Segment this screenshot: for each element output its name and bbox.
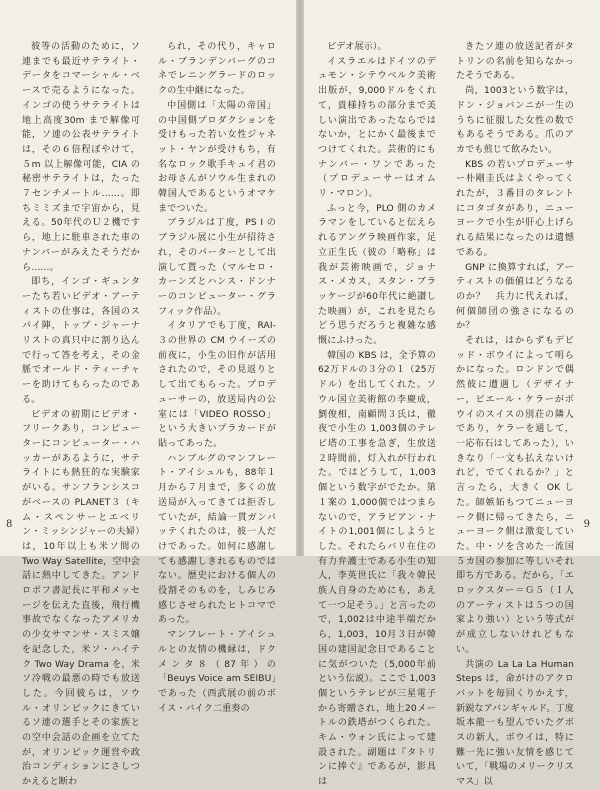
paragraph: それは，はからずもデビッド・ボウイによって明らかになった。ロンドンで偶然彼に遭遇し（デザイナー，ピエール・ケラーがボウイのスイスの別荘の隣人であり，ケラーを通して，一応布石はしてあった），いきなり「一文も払えないけれど，でてくれるか？」と言ったら，大きく OK した。師嫉妬もつてニューヨーク側に帰ってきたら，ニューヨーク側は激変していた。中・ソを含めた一流国５カ国の参加に等しいそれ即ち方である。だから，「エロックスター＝Ｇ５（Ｉ人のアーティストは５つの国家より強い）という等式がが成立しないけれどもない。 (456, 336, 574, 655)
paragraph: きたソ連の放送記者がタトリンの名前を知らなかったそうである。 (456, 42, 574, 82)
page-number: 8 (6, 519, 13, 530)
paragraph: ふっと今，PLO 側のカメラマンをしていると伝えられるアングラ映画作家，足立正生氏（彼の「略称」は我が芸術映画で，ジョナス・メカス，スタン・ブラッケージが60年代に絶讃した映画）が，これを見たらどう思うだろうと複雑な感慨にふけった。 (318, 203, 436, 347)
paragraph: 尚，1003という数字は，ドン・ジョバンニが一生のうちに征服した女性の数でもあるそうである。爪のアカでも煎じて飲みたい。 (456, 86, 574, 155)
paragraph: 共演の La La La Human Steps は，命がけのアクロバットを毎回くりかえす，新鋭なアバンギャルド。丁度坂本龍一も望んでいたグボスの新人，ボウイは，特に難一先に強い友情を感じていて，「戦場のメリークリスマス」以 (456, 659, 574, 788)
paragraph: イスラエルはドイツのデュモン・シテウベルク美術出版が，9,000ドルをくれて，貴様持ちの部分まで美しい演出であったならではないか，とにかく最後までつけてくれた。芸術的にもナンバー・ワンであった（プロデューサーはオムリ・マロン）。 (318, 56, 436, 200)
paragraph: 中国側は「太陽の帝国」の中国側プロダクションを受けもった若い女性ジャネット・ヤンが受けもち，有名なロック歌手キュイ君のお母さんがソウル生まれの韓国人であるというオマケまでついた。 (158, 100, 276, 214)
paragraph: られ，その代り，キャロル・ブランデンバーグのコネでレニングラードのロックの生中継になった。 (158, 42, 276, 97)
paragraph: KBS の若いプロデューサー朴剛圭氏はよくやってくれたが，３番目のタレントにコタゴタがあり，ニューヨークで小生が肝心上げられる結果になったのは遺憾である。 (456, 159, 574, 258)
paragraph: ビデオ展示）。 (327, 42, 387, 52)
right-page-column-1 (318, 40, 436, 788)
paragraph: GNP に換算すれば，アーティストの価値はどうなるのか？ 兵力に代えれば，何個師団の強さになるのか？ (456, 262, 574, 332)
paragraph: ビデオの初期にビデオ・フリークあり，コンピューターにコンピューター・ハッカーがあるように，サテライトにも熱狂的な実験家がいる。サンフランシスコがベースの PLANET３（キム・スペンサーとエベリン・ミッシンジャーの夫婦）は，10年以上も米ソ間の Two Way Satellite，空中会話に熱中してきた。アンドロポフ書記長に平和メッセージを伝えた直後，飛行機事故でなくなったアメリカの少女サマンサ・スミス嬢を記念した，米ソ・ハイテク Two Way Drama を，米ソ冷戦の最悪の時でも放送した。今回彼らは，ソウル・オリンピックにきているソ連の選手とその家族との空中会話の企画を立てたが，オリンピック運営や政治コンディションにさしつかえると断わ (22, 409, 140, 788)
page-number: 9 (583, 519, 590, 530)
left-page-column-2 (158, 40, 276, 714)
right-page (304, 0, 600, 788)
left-page (0, 0, 296, 788)
paragraph: ブラジルは丁度，PS I のブラジル展に小生が招待され，そのパーターとして出演して貰った（マルセロ・カーンズとハンス・ドンナーのコンピューター・グラフィック作品）。 (158, 218, 276, 317)
paragraph: 韓国の KBS は，全予算の62万ドルの３分の１（25万ドル）を出してくれた。ソウル国立美術館の李慶成，劉俊相，南顧問３氏は，徹夜で小生の 1,003個のテレビ塔の工事を急ぎ，生放送２時間前，灯入れが行われた。ではどうして，1,003個という数字がでたか。第１案の 1,000個ではつまらないので，アラビアン・ナイトの1,001個にしようとした。それたらバリ在住の有力弁護士である小生の知人，李英世氏に「我々韓民族人自身のためにも，あえて一つ足そう。」と言ったので，1,002は中途半端だから，1,003，10月３日が韓国の建国記念日であることに気がついた（5,000年前という伝説）。ここで 1,003個というテレビが三星電子から寄贈され，地上20メートルの鉄塔がつくられた。キム・ウォン氏によって建設された。副題は『タトリンに捧ぐ』であるが，影具は (318, 350, 436, 788)
book-gutter (296, 0, 304, 556)
paragraph: マンフレート・アイシュルとの友情の機縁は，ドクメンタ８（87年）の「Beuys Voice am SEIBU」であった（西武展の前のボイス・バイク二重奏の (158, 630, 276, 714)
right-page-column-2 (456, 40, 574, 788)
paragraph: ハンブルグのマンフレート・アイシュルも，88年１月から７月まで，多くの放送局が入ってきては拒否していたが，結論一貫ガンバッテくれたのは，彼一人だけであった。如何に感謝しても感謝しきれるものではない。歴史における個人の役割そのものを，しみじみ感じさせられたヒトコマであった。 (158, 453, 276, 626)
paragraph: イタリアでも丁度，RAI-３の世界の CM ウイーズの前夜に，小生の旧作が活用されたので，その見返りとして出てもらった。プロデューサーの，放送局内の公室には「VIDEO ROSSO」という大きいプラカードが貼ってあった。 (158, 321, 276, 449)
paragraph: 即ち，インゴ・ギュンターたち若いビデオ・アーティストの仕事は，各国のスパイ陣，トップ・ジャーナリストの真只中に割り込んで行って答を考え，その金脈でオールド・ティーチャーを助けてもらったのである。 (22, 277, 140, 405)
paragraph: 彼等の活動のために，ソ連までも最近サテライト・データをコマーシャル・ベースで売るようになった。インゴの使うサテライトは地上高度30m まで解像可能，ソ連の公表サテライトは，その６倍程ぼやけて，５m 以上解像可能，CIA の秘密サテライトは，たった７センチメートル……。即ちミミズまで宇宙から，見える。50年代のＵ２機ですら，地上に駐車された車のナンバーがみえたそうだから……。 (22, 42, 140, 273)
left-page-column-1 (22, 40, 140, 788)
